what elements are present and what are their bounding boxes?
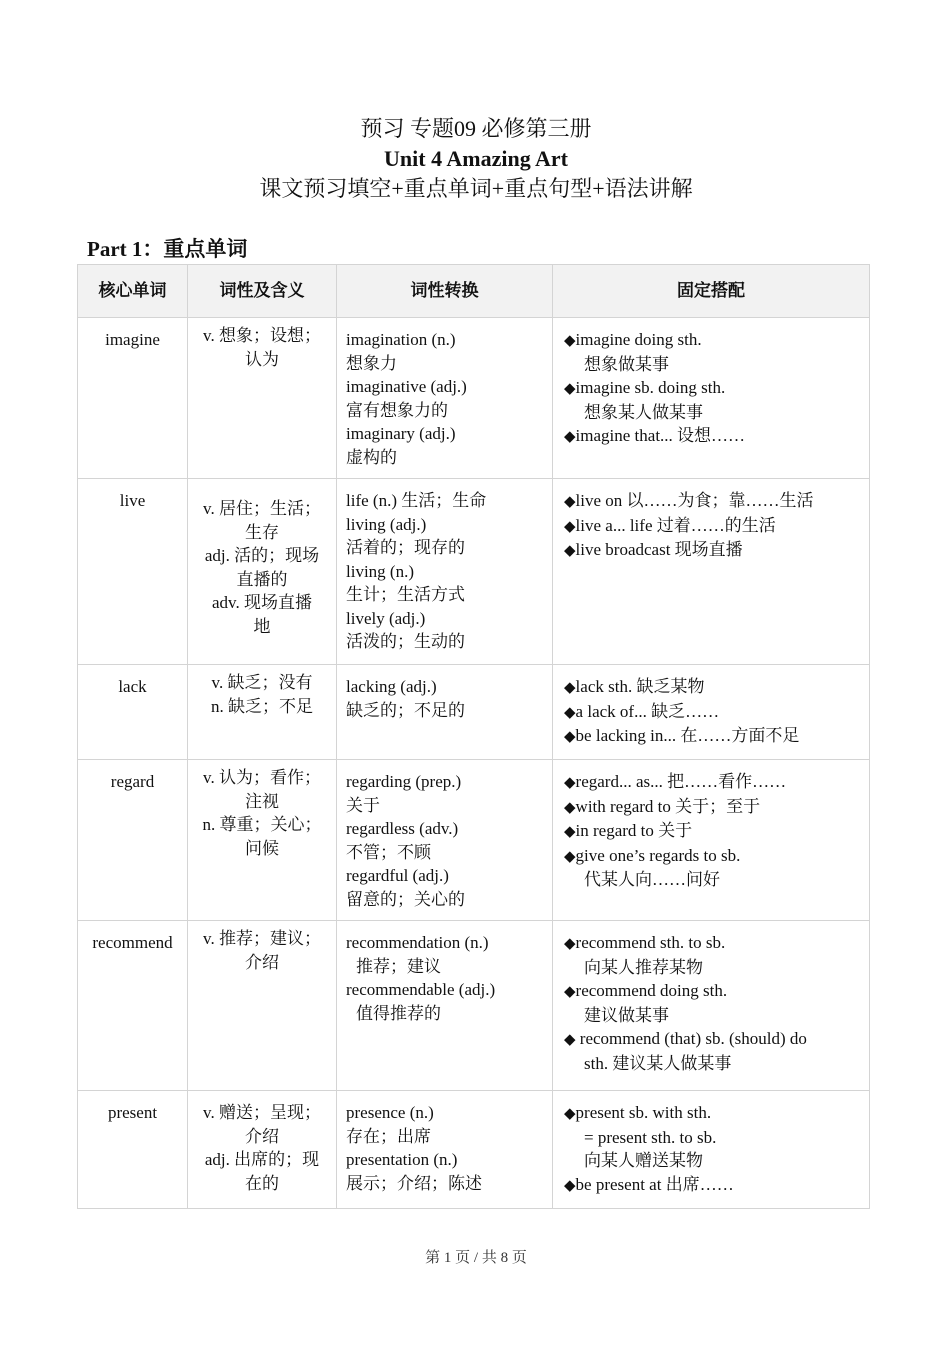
meaning-line: 问候 bbox=[245, 838, 279, 858]
form-line: recommendation (n.) bbox=[346, 933, 489, 952]
collocation-item: ◆a lack of... 缺乏…… bbox=[564, 701, 720, 721]
form-line: regardless (adv.) bbox=[346, 819, 459, 838]
meaning-cell bbox=[188, 479, 337, 665]
form-line: 展示；介绍；陈述 bbox=[346, 1173, 482, 1193]
form-line: imaginative (adj.) bbox=[346, 377, 467, 396]
column-header-meaning: 词性及含义 bbox=[188, 265, 337, 318]
collocation-item: ◆recommend doing sth. 建议做某事 bbox=[564, 981, 728, 1025]
form-line: lacking (adj.) bbox=[346, 677, 437, 696]
collocation-item: ◆be present at 出席…… bbox=[564, 1174, 734, 1194]
column-header-word: 核心单词 bbox=[78, 265, 188, 318]
collocation-item: ◆imagine doing sth. 想象做某事 bbox=[564, 330, 702, 374]
title-line-1: 预习 专题09 必修第三册 bbox=[360, 116, 592, 141]
form-line: presentation (n.) bbox=[346, 1150, 458, 1169]
meaning-line: v. 推荐；建议； bbox=[203, 929, 321, 948]
form-line: imagination (n.) bbox=[346, 330, 456, 349]
word-cell: present bbox=[78, 1091, 188, 1209]
meaning-line: n. 缺乏；不足 bbox=[211, 696, 313, 716]
black-diamond-icon: ◆ bbox=[564, 702, 576, 721]
form-line: 活泼的；生动的 bbox=[346, 632, 465, 651]
meaning-line: 介绍 bbox=[245, 952, 279, 972]
collocations-cell bbox=[553, 318, 870, 479]
black-diamond-icon: ◆ bbox=[564, 797, 576, 816]
form-line: 缺乏的；不足的 bbox=[346, 700, 465, 720]
collocation-item: ◆in regard to 关于 bbox=[564, 821, 693, 840]
form-line: 推荐；建议 bbox=[356, 956, 441, 976]
collocation-item: ◆imagine sb. doing sth. 想象某人做某事 bbox=[564, 378, 726, 422]
collocation-item: ◆imagine that... 设想…… bbox=[564, 426, 746, 445]
meaning-line: v. 居住；生活； bbox=[203, 499, 321, 518]
word-cell: imagine bbox=[78, 318, 188, 479]
collocation-item: ◆regard... as... 把……看作…… bbox=[564, 772, 787, 791]
page-footer: 第 1 页 / 共 8 页 bbox=[425, 1250, 527, 1266]
table-row bbox=[78, 479, 870, 665]
form-line: 富有想象力的 bbox=[346, 400, 448, 420]
form-line: recommendable (adj.) bbox=[346, 980, 496, 999]
form-line: presence (n.) bbox=[346, 1103, 434, 1122]
collocation-item: ◆be lacking in... 在……方面不足 bbox=[564, 726, 800, 745]
meaning-line: adj. 出席的；现 bbox=[204, 1150, 320, 1169]
title-line-3: 课文预习填空+重点单词+重点句型+语法讲解 bbox=[259, 176, 693, 201]
meaning-line: adv. 现场直播 bbox=[212, 593, 312, 612]
form-line: 关于 bbox=[346, 795, 380, 815]
form-line: regardful (adj.) bbox=[346, 866, 449, 885]
form-line: 想象力 bbox=[346, 353, 397, 373]
form-line: living (n.) bbox=[346, 561, 414, 581]
collocation-item: ◆live on 以……为食；靠……生活 bbox=[564, 491, 814, 510]
collocation-item: ◆with regard to 关于；至于 bbox=[564, 796, 761, 816]
meaning-line: 生存 bbox=[245, 522, 279, 542]
black-diamond-icon: ◆ bbox=[564, 1030, 576, 1048]
form-line: lively (adj.) bbox=[346, 608, 426, 628]
table-row bbox=[78, 665, 870, 760]
word-cell: lack bbox=[78, 665, 188, 760]
document-header bbox=[0, 114, 952, 204]
meaning-line: 在的 bbox=[245, 1173, 279, 1193]
collocation-item: ◆live broadcast 现场直播 bbox=[564, 540, 743, 559]
meaning-cell bbox=[188, 318, 337, 479]
table-row bbox=[78, 921, 870, 1091]
black-diamond-icon: ◆ bbox=[564, 982, 576, 1000]
black-diamond-icon: ◆ bbox=[564, 331, 576, 349]
form-line: 留意的；关心的 bbox=[346, 889, 465, 909]
meaning-cell bbox=[188, 1091, 337, 1209]
meaning-line: 认为 bbox=[245, 349, 279, 369]
black-diamond-icon: ◆ bbox=[564, 1175, 576, 1194]
column-header-forms: 词性转换 bbox=[337, 265, 553, 318]
meaning-cell bbox=[188, 665, 337, 760]
black-diamond-icon: ◆ bbox=[564, 1104, 576, 1122]
table-row bbox=[78, 760, 870, 921]
meaning-line: v. 认为；看作； bbox=[203, 768, 321, 787]
forms-cell bbox=[337, 479, 553, 665]
form-line: regarding (prep.) bbox=[346, 772, 462, 791]
table-header-row bbox=[78, 265, 870, 318]
collocation-item: ◆give one’s regards to sb. 代某人向……问好 bbox=[564, 845, 741, 889]
meaning-cell bbox=[188, 921, 337, 1091]
black-diamond-icon: ◆ bbox=[564, 822, 576, 840]
collocation-item: ◆present sb. with sth. = present sth. to sb. 向某人赠送某物 bbox=[564, 1103, 717, 1170]
black-diamond-icon: ◆ bbox=[564, 379, 576, 397]
forms-cell bbox=[337, 318, 553, 479]
black-diamond-icon: ◆ bbox=[564, 727, 576, 745]
form-line: 值得推荐的 bbox=[356, 1003, 441, 1023]
forms-cell bbox=[337, 665, 553, 760]
forms-cell bbox=[337, 921, 553, 1091]
table-row bbox=[78, 1091, 870, 1209]
collocations-cell bbox=[553, 760, 870, 921]
collocations-cell bbox=[553, 1091, 870, 1209]
black-diamond-icon: ◆ bbox=[564, 516, 576, 535]
meaning-line: 注视 bbox=[245, 791, 279, 811]
meaning-line: adj. 活的；现场 bbox=[204, 546, 320, 565]
black-diamond-icon: ◆ bbox=[564, 492, 576, 510]
form-line: 不管；不顾 bbox=[346, 842, 431, 862]
black-diamond-icon: ◆ bbox=[564, 678, 576, 696]
form-line: 活着的；现存的 bbox=[346, 538, 465, 557]
form-line: life (n.) 生活；生命 bbox=[346, 491, 487, 510]
meaning-line: 介绍 bbox=[245, 1126, 279, 1146]
meaning-line: 地 bbox=[253, 616, 271, 636]
meaning-line: v. 赠送；呈现； bbox=[203, 1103, 321, 1122]
collocations-cell bbox=[553, 479, 870, 665]
vocabulary-table bbox=[77, 264, 870, 1209]
form-line: imaginary (adj.) bbox=[346, 424, 456, 443]
form-line: 存在；出席 bbox=[346, 1126, 431, 1146]
black-diamond-icon: ◆ bbox=[564, 934, 576, 952]
collocation-item: ◆ recommend (that) sb. (should) do sth. 建议某人做某事 bbox=[564, 1029, 807, 1073]
form-line: 虚构的 bbox=[346, 447, 397, 467]
forms-cell bbox=[337, 1091, 553, 1209]
meaning-line: v. 缺乏；没有 bbox=[211, 673, 313, 692]
collocations-cell bbox=[553, 665, 870, 760]
title-line-2: Unit 4 Amazing Art bbox=[384, 146, 568, 171]
form-line: 生计；生活方式 bbox=[346, 585, 465, 604]
word-cell: regard bbox=[78, 760, 188, 921]
meaning-cell bbox=[188, 760, 337, 921]
collocation-item: ◆recommend sth. to sb. 向某人推荐某物 bbox=[564, 933, 726, 977]
table-row bbox=[78, 318, 870, 479]
black-diamond-icon: ◆ bbox=[564, 773, 576, 791]
collocations-cell bbox=[553, 921, 870, 1091]
word-cell: live bbox=[78, 479, 188, 665]
column-header-collocations: 固定搭配 bbox=[553, 265, 870, 318]
form-line: living (adj.) bbox=[346, 514, 427, 534]
section-title: Part 1：重点单词 bbox=[87, 237, 248, 261]
word-cell: recommend bbox=[78, 921, 188, 1091]
meaning-line: n. 尊重；关心； bbox=[202, 815, 322, 834]
black-diamond-icon: ◆ bbox=[564, 427, 576, 445]
black-diamond-icon: ◆ bbox=[564, 846, 576, 865]
meaning-line: 直播的 bbox=[236, 569, 288, 589]
black-diamond-icon: ◆ bbox=[564, 541, 576, 559]
collocation-item: ◆lack sth. 缺乏某物 bbox=[564, 677, 705, 696]
forms-cell bbox=[337, 760, 553, 921]
meaning-line: v. 想象；设想； bbox=[203, 326, 321, 345]
collocation-item: ◆live a... life 过着……的生活 bbox=[564, 515, 776, 535]
